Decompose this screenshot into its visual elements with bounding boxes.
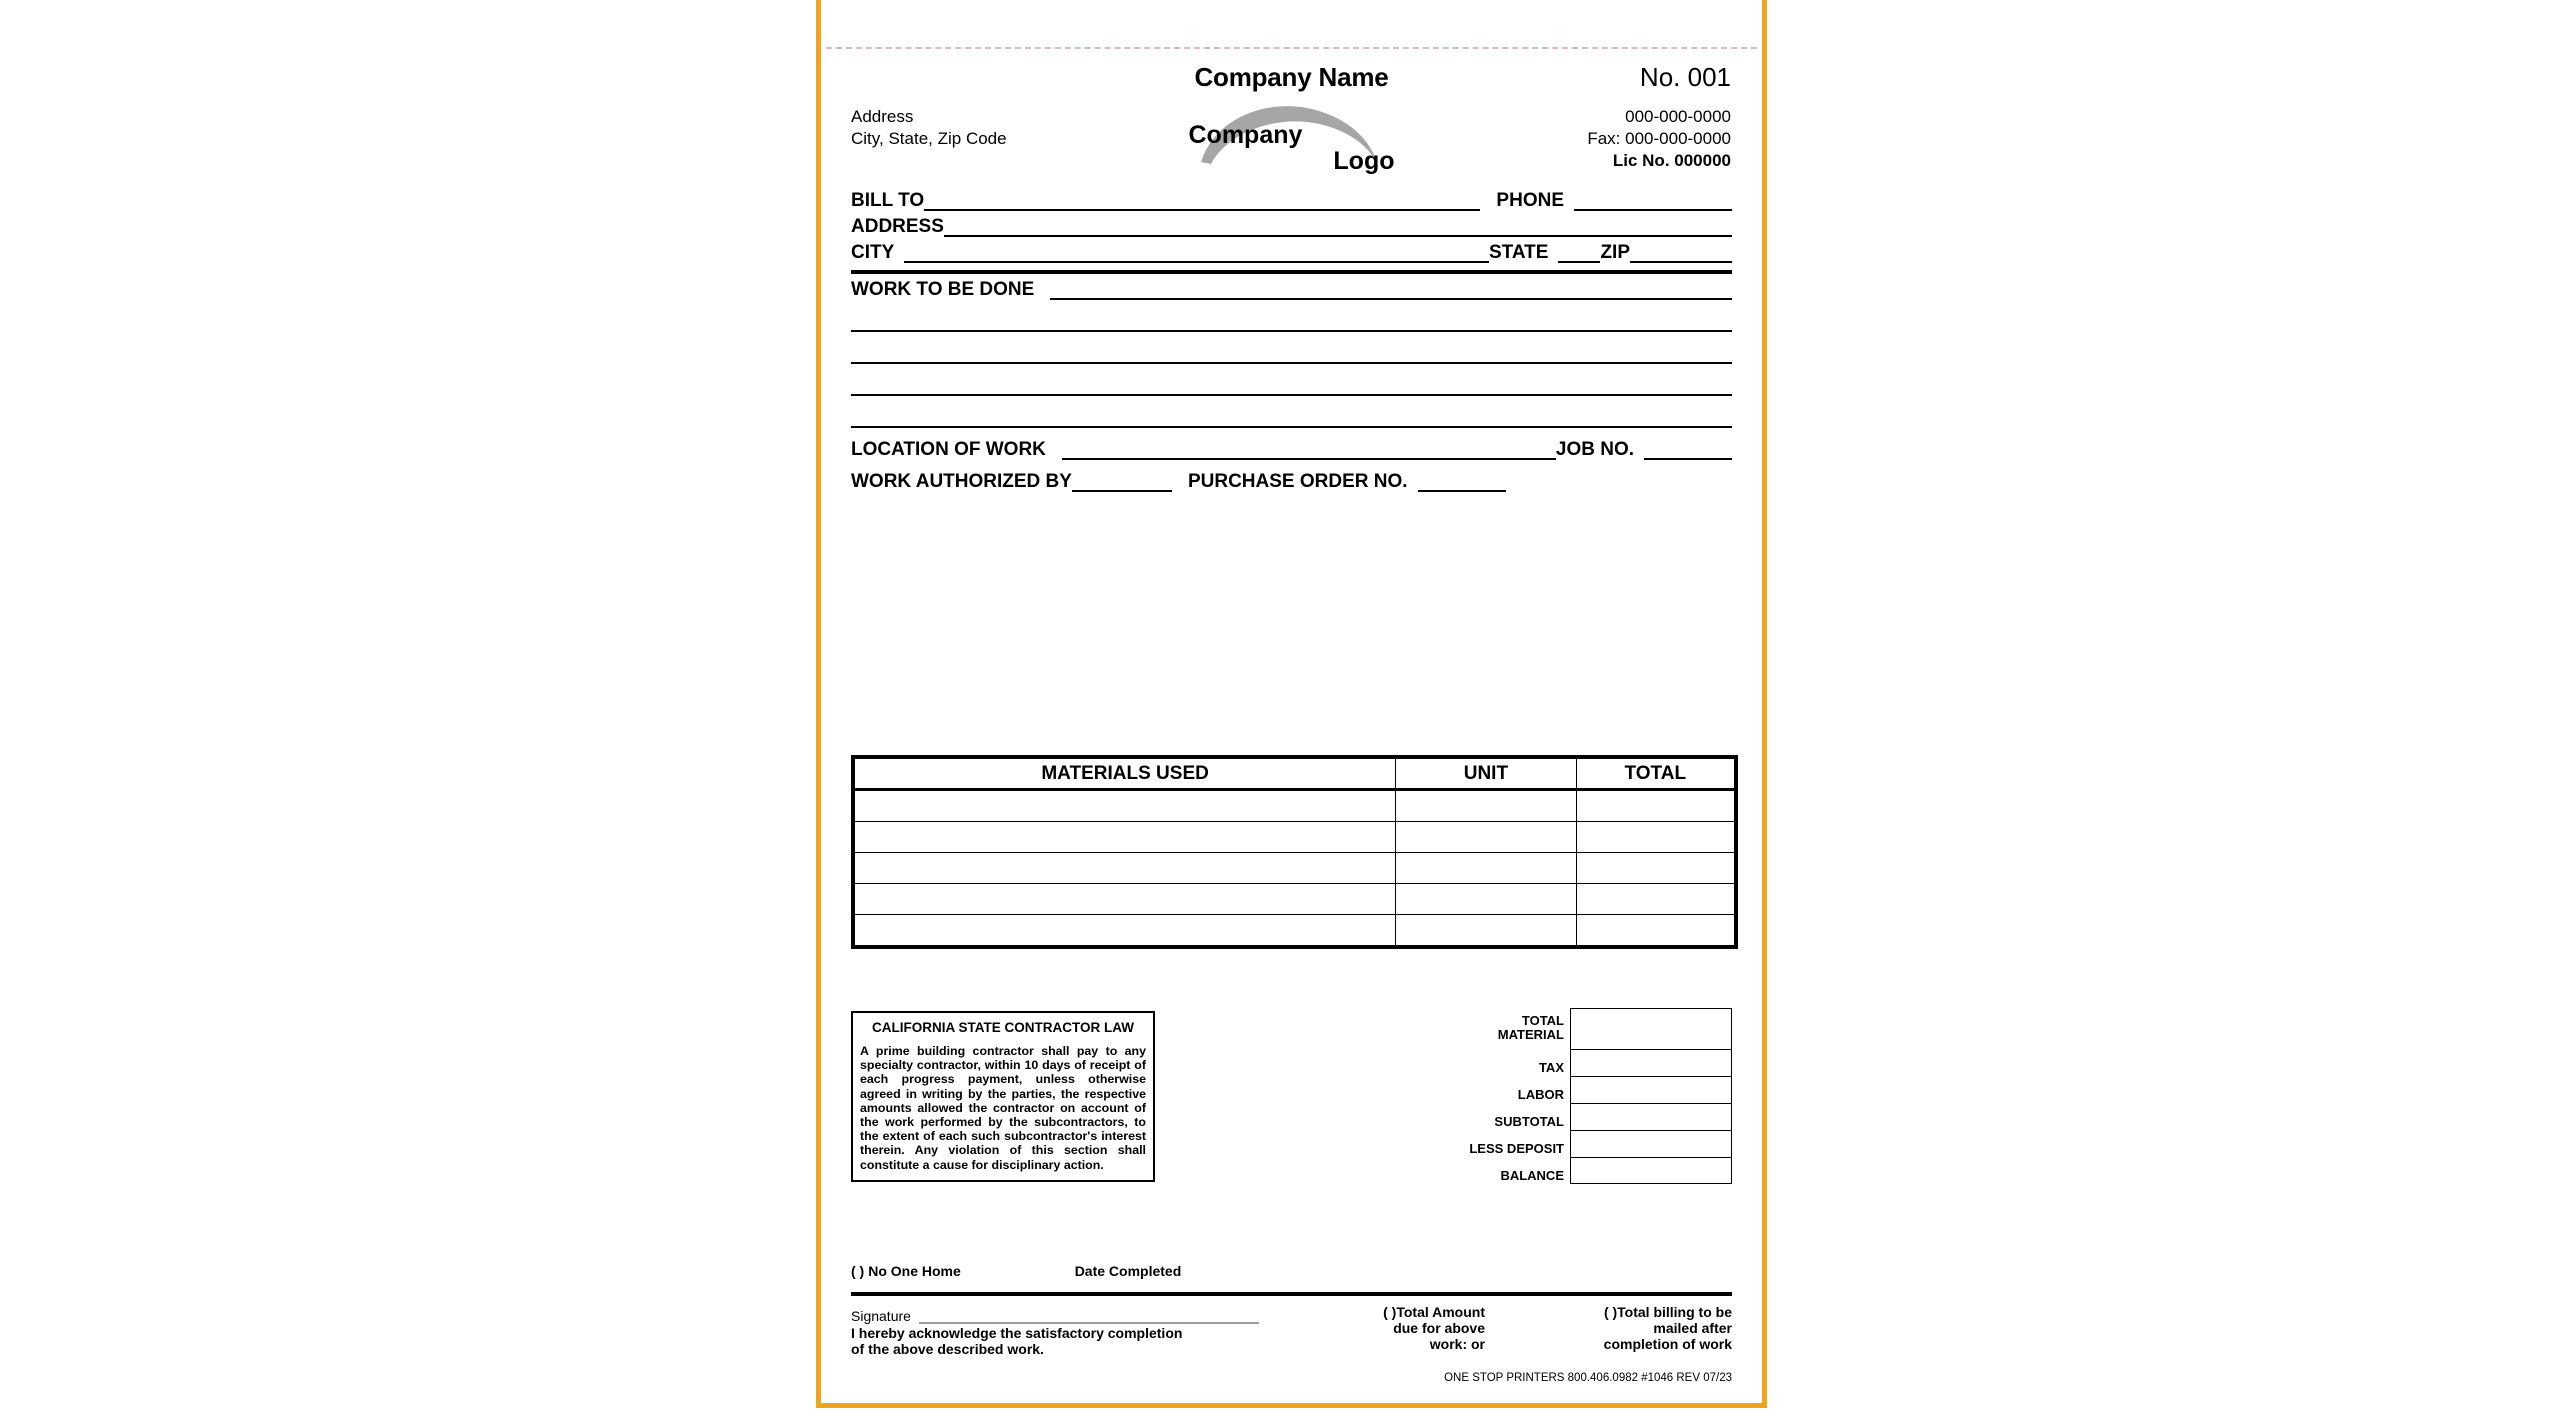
- cell-unit[interactable]: [1396, 822, 1576, 853]
- totals-value-subtotal[interactable]: [1570, 1103, 1732, 1130]
- totals-row-labor: [1456, 1076, 1732, 1103]
- totals-label-labor: LABOR: [1517, 1087, 1564, 1102]
- company-fax: Fax: 000-000-0000: [1587, 129, 1731, 148]
- totals-label-balance: BALANCE: [1500, 1168, 1564, 1183]
- address-line-2: City, State, Zip Code: [851, 129, 1007, 148]
- cell-total[interactable]: [1576, 884, 1734, 915]
- zip-input[interactable]: [1630, 244, 1732, 263]
- law-box-title: CALIFORNIA STATE CONTRACTOR LAW: [872, 1020, 1134, 1035]
- table-header-row: [855, 759, 1735, 790]
- company-contact: [1587, 106, 1731, 172]
- billing-option-mailed-after: [1547, 1304, 1732, 1352]
- billing-option-1-line-1: Total Amount: [1396, 1304, 1485, 1320]
- company-address: [851, 106, 1007, 150]
- column-header-total: TOTAL: [1576, 759, 1734, 790]
- work-description-lines: [851, 300, 1732, 428]
- field-row-bill-to: [851, 185, 1732, 211]
- work-authorized-by-label: WORK AUTHORIZED BY: [851, 471, 1072, 492]
- law-box-body: A prime building contractor shall pay to any specialty contractor, within 10 days of receipt of each progress payment, unless otherwise agreed in writing by the parties, the respective amounts allowed the contractor on account of the work performed by the subcontractors, to the extent of each such subcontractor's interest therein. Any violation of this section shall constitute a cause for disciplinary action.: [860, 1044, 1146, 1172]
- purchase-order-no-input[interactable]: [1418, 473, 1506, 492]
- work-to-be-done-label: WORK TO BE DONE: [851, 279, 1035, 300]
- totals-label-total-material: [1456, 1008, 1570, 1049]
- signature-block: [851, 1304, 1281, 1357]
- totals-panel: [1456, 1008, 1732, 1184]
- logo-word-line-1: Company: [1188, 121, 1303, 149]
- california-law-box: [851, 1011, 1155, 1182]
- totals-label-total-material-line2: MATERIAL: [1497, 1026, 1564, 1042]
- totals-label-subtotal: SUBTOTAL: [1494, 1114, 1564, 1129]
- billing-option-1-checkbox[interactable]: ( ): [1383, 1304, 1397, 1320]
- address-line-1: Address: [851, 107, 914, 126]
- job-no-input[interactable]: [1644, 441, 1732, 460]
- materials-table: [851, 755, 1738, 949]
- cell-material[interactable]: [855, 853, 1396, 884]
- table-row: [855, 884, 1735, 915]
- company-phone: 000-000-0000: [1625, 107, 1731, 126]
- totals-value-less-deposit[interactable]: [1570, 1130, 1732, 1157]
- no-one-home-checkbox[interactable]: ( ): [851, 1263, 865, 1279]
- field-row-city-state-zip: [851, 237, 1732, 263]
- state-input[interactable]: [1558, 244, 1600, 263]
- location-of-work-input[interactable]: [1062, 441, 1556, 460]
- cell-unit[interactable]: [1396, 884, 1576, 915]
- column-header-materials-used: MATERIALS USED: [855, 759, 1396, 790]
- table-row: [855, 790, 1735, 822]
- field-row-work-to-be-done: [851, 274, 1732, 300]
- section-divider-heavy: [851, 266, 1732, 274]
- city-input[interactable]: [904, 244, 1489, 263]
- billing-option-2-line-2: mailed after: [1653, 1320, 1732, 1336]
- invoice-form-sheet: [816, 0, 1767, 1408]
- field-row-work-authorized: [851, 466, 1732, 492]
- totals-value-balance[interactable]: [1570, 1157, 1732, 1184]
- totals-value-labor[interactable]: [1570, 1076, 1732, 1103]
- totals-row-subtotal: [1456, 1103, 1732, 1130]
- totals-row-total-material: [1456, 1008, 1732, 1049]
- totals-row-balance: [1456, 1157, 1732, 1184]
- bill-to-input[interactable]: [924, 192, 1480, 211]
- field-row-address: [851, 211, 1732, 237]
- job-no-label: JOB NO.: [1555, 439, 1634, 460]
- invoice-number: No. 001: [1639, 62, 1731, 92]
- acknowledgement-line-2: of the above described work.: [851, 1341, 1044, 1357]
- bill-to-label: BILL TO: [851, 190, 925, 211]
- table-row: [855, 853, 1735, 884]
- work-to-be-done-input[interactable]: [1050, 281, 1732, 300]
- totals-label-total-material-line1: TOTAL: [1521, 1012, 1564, 1028]
- footer-divider-heavy: [851, 1292, 1732, 1296]
- zip-label: ZIP: [1600, 242, 1630, 263]
- table-row: [855, 915, 1735, 946]
- form-fields: [851, 185, 1732, 492]
- signature-input[interactable]: [919, 1308, 1259, 1324]
- purchase-order-no-label: PURCHASE ORDER NO.: [1187, 471, 1408, 492]
- billing-option-1-line-3: work: or: [1429, 1336, 1485, 1352]
- column-header-unit: UNIT: [1396, 759, 1576, 790]
- cell-unit[interactable]: [1396, 853, 1576, 884]
- field-row-location-of-work: [851, 434, 1732, 460]
- logo-wordmark: [1187, 122, 1397, 174]
- totals-row-tax: [1456, 1049, 1732, 1076]
- totals-label-tax: TAX: [1538, 1060, 1564, 1075]
- location-of-work-label: LOCATION OF WORK: [851, 439, 1046, 460]
- signature-line-row: [851, 1304, 1281, 1324]
- totals-row-less-deposit: [1456, 1130, 1732, 1157]
- totals-value-total-material[interactable]: [1570, 1008, 1732, 1049]
- cell-total[interactable]: [1576, 915, 1734, 946]
- work-line-2[interactable]: [851, 332, 1732, 364]
- totals-label-less-deposit: LESS DEPOSIT: [1469, 1141, 1564, 1156]
- no-one-home-label: No One Home: [868, 1263, 961, 1279]
- no-one-home-row: [851, 1263, 1732, 1279]
- work-line-4[interactable]: [851, 396, 1732, 428]
- acknowledgement-line-1: I hereby acknowledge the satisfactory completion: [851, 1325, 1183, 1341]
- cell-total[interactable]: [1576, 853, 1734, 884]
- cell-material[interactable]: [855, 790, 1396, 822]
- phone-input[interactable]: [1574, 192, 1732, 211]
- company-name: Company Name: [1194, 62, 1389, 92]
- cell-material[interactable]: [855, 915, 1396, 946]
- cell-material[interactable]: [855, 822, 1396, 853]
- printer-credit: ONE STOP PRINTERS 800.406.0982 #1046 REV 07/23: [1444, 1372, 1732, 1384]
- totals-value-tax[interactable]: [1570, 1049, 1732, 1076]
- billing-option-total-amount: [1325, 1304, 1485, 1352]
- date-completed-label: Date Completed: [1074, 1263, 1182, 1279]
- company-logo: [1187, 96, 1397, 182]
- cell-unit[interactable]: [1396, 915, 1576, 946]
- cell-total[interactable]: [1576, 822, 1734, 853]
- form-content: [821, 0, 1762, 1403]
- billing-option-2-line-3: completion of work: [1603, 1336, 1732, 1352]
- logo-word-line-2: Logo: [1333, 147, 1395, 175]
- table-row: [855, 822, 1735, 853]
- signature-label: Signature: [851, 1308, 911, 1324]
- billing-option-1-line-2: due for above: [1393, 1320, 1485, 1336]
- phone-label: PHONE: [1496, 190, 1564, 211]
- work-line-1[interactable]: [851, 300, 1732, 332]
- billing-option-2-checkbox[interactable]: ( ): [1603, 1304, 1618, 1320]
- cell-unit[interactable]: [1396, 790, 1576, 822]
- city-label: CITY: [851, 242, 895, 263]
- cell-material[interactable]: [855, 884, 1396, 915]
- cell-total[interactable]: [1576, 790, 1734, 822]
- form-header: [821, 62, 1762, 175]
- state-label: STATE: [1488, 242, 1549, 263]
- work-line-3[interactable]: [851, 364, 1732, 396]
- acknowledgement-text: [851, 1325, 1281, 1357]
- address-label: ADDRESS: [851, 216, 944, 237]
- billing-option-2-line-1: Total billing to be: [1617, 1304, 1732, 1320]
- work-authorized-by-input[interactable]: [1072, 473, 1172, 492]
- address-input[interactable]: [944, 218, 1732, 237]
- company-license: Lic No. 000000: [1612, 151, 1731, 170]
